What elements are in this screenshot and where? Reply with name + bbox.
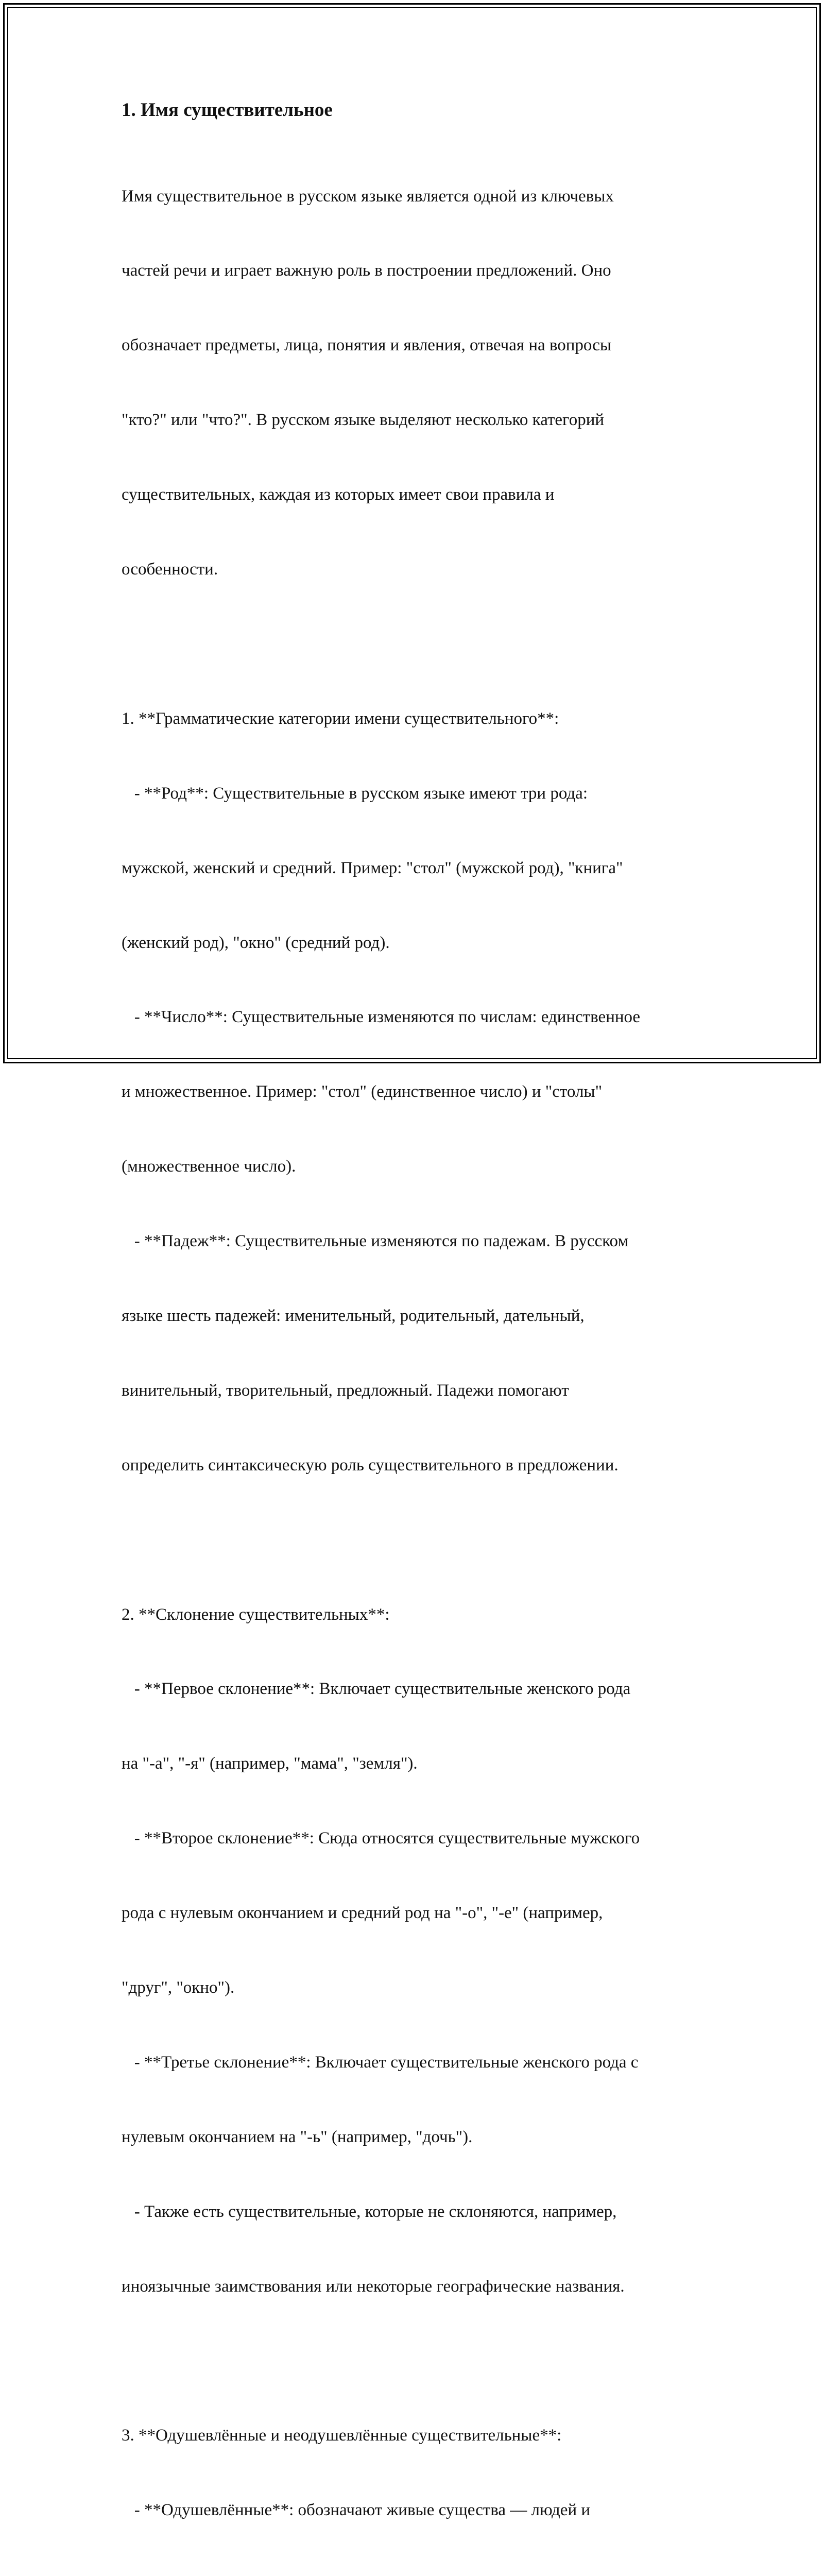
list-heading: 1. **Грамматические категории имени существительного**: [122,709,559,728]
blank-line [122,1528,703,1552]
body-line: частей речи и играет важную роль в построении предложений. Оно [122,261,611,280]
list-item-continuation: винительный, творительный, предложный. Падежи помогают [122,1381,569,1400]
list-item: - **Второе склонение**: Сюда относятся существительные мужского [122,1829,640,1848]
list-item: - **Число**: Существительные изменяются по числам: единственное [122,1008,641,1027]
list-item-continuation: языке шесть падежей: именительный, родительный, дательный, [122,1306,585,1325]
document-content [122,97,703,2576]
list-item: - **Род**: Существительные в русском языке имеют три рода: [122,784,588,803]
body-line: Имя существительное в русском языке является одной из ключевых [122,187,614,206]
body-line: существительных, каждая из которых имеет свои правила и [122,485,555,504]
document-body [122,134,703,2576]
list-item: - **Падеж**: Существительные изменяются по падежам. В русском [122,1232,629,1251]
list-item: - **Третье склонение**: Включает существительные женского рода с [122,2053,639,2072]
list-item-continuation: мужской, женский и средний. Пример: "стол" (мужской род), "книга" [122,858,623,877]
list-item-continuation: определить синтаксическую роль существительного в предложении. [122,1455,619,1475]
body-line: особенности. [122,560,218,579]
list-item-continuation: (женский род), "окно" (средний род). [122,933,390,952]
body-line: "кто?" или "что?". В русском языке выделяют несколько категорий [122,411,605,430]
body-line: обозначает предметы, лица, понятия и явления, отвечая на вопросы [122,336,612,355]
document-title: 1. Имя существительное [122,99,333,121]
list-item: - Также есть существительные, которые не склоняются, например, [122,2202,617,2221]
list-item: - **Первое склонение**: Включает существительные женского рода [122,1680,631,1699]
list-item-continuation: на "-а", "-я" (например, "мама", "земля"). [122,1754,418,1773]
blank-line [122,2348,703,2373]
list-item-continuation: и множественное. Пример: "стол" (единственное число) и "столы" [122,1082,603,1101]
list-item-continuation [122,2572,703,2576]
list-item-continuation: (множественное число). [122,1157,296,1176]
list-item-continuation: нулевым окончанием на "-ь" (например, "дочь"). [122,2127,473,2146]
list-item-continuation: иноязычные заимствования или некоторые географические названия. [122,2277,625,2296]
list-item: - **Одушевлённые**: обозначают живые существа — людей и [122,2501,591,2520]
list-heading: 2. **Склонение существительных**: [122,1605,390,1624]
list-heading: 3. **Одушевлённые и неодушевлённые существительные**: [122,2426,562,2445]
blank-line [122,632,703,656]
list-item-continuation: рода с нулевым окончанием и средний род на "-о", "-е" (например, [122,1904,603,1923]
list-item-continuation: "друг", "окно"). [122,1978,235,1997]
